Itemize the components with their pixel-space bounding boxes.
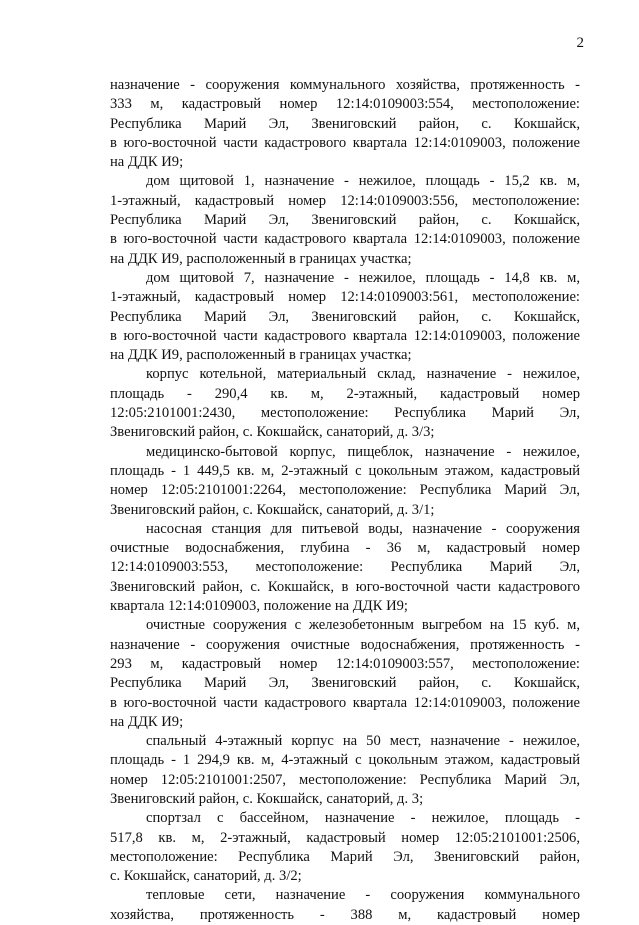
text-line: спальный 4-этажный корпус на 50 мест, назначение - нежилое, xyxy=(146,733,580,750)
text-line: на ДДК И9; xyxy=(110,154,184,171)
text-line: на ДДК И9, расположенный в границах участка; xyxy=(110,250,412,267)
text-line: тепловые сети, назначение - сооружения коммунального xyxy=(146,887,580,904)
text-line: на ДДК И9; xyxy=(110,713,184,730)
text-line: Звениговский район, с. Кокшайск, санаторий, д. 3/1; xyxy=(110,501,435,518)
text-line: спортзал с бассейном, назначение - нежилое, площадь - xyxy=(146,810,580,827)
text-line: назначение - сооружения очистные водоснабжения, протяженность - xyxy=(110,636,580,653)
text-line: в юго-восточной части кадастрового квартала 12:14:0109003, положение xyxy=(110,134,580,151)
page-number: 2 xyxy=(576,35,584,51)
text-line: Звениговский район, с. Кокшайск, санаторий, д. 3/3; xyxy=(110,424,435,441)
text-line: площадь - 1 449,5 кв. м, 2-этажный с цокольным этажом, кадастровый xyxy=(110,462,580,479)
paragraph xyxy=(110,809,580,886)
text-line: местоположение: Республика Марий Эл, Звениговский район, xyxy=(110,848,580,865)
text-line: номер 12:05:2101001:2507, местоположение: Республика Марий Эл, xyxy=(110,771,580,788)
text-line: медицинско-бытовой корпус, пищеблок, назначение - нежилое, xyxy=(146,443,580,460)
paragraph xyxy=(110,732,580,809)
text-line: дом щитовой 1, назначение - нежилое, площадь - 15,2 кв. м, xyxy=(146,173,580,190)
paragraph xyxy=(110,172,580,268)
text-line: хозяйства, протяженность - 388 м, кадастровый номер xyxy=(110,906,580,923)
text-line: 293 м, кадастровый номер 12:14:0109003:557, местоположение: xyxy=(110,655,580,672)
text-line: дом щитовой 7, назначение - нежилое, площадь - 14,8 кв. м, xyxy=(146,269,580,286)
paragraph xyxy=(110,443,580,520)
text-line: 1-этажный, кадастровый номер 12:14:0109003:561, местоположение: xyxy=(110,289,580,306)
text-line: на ДДК И9, расположенный в границах участка; xyxy=(110,347,412,364)
document-body xyxy=(110,76,580,925)
text-line: назначение - сооружения коммунального хозяйства, протяженность - xyxy=(110,77,580,93)
text-line: Республика Марий Эл, Звениговский район, с. Кокшайск, xyxy=(110,212,580,229)
text-line: очистные водоснабжения, глубина - 36 м, кадастровый номер xyxy=(110,540,580,557)
paragraph xyxy=(110,269,580,365)
text-line: 517,8 кв. м, 2-этажный, кадастровый номер 12:05:2101001:2506, xyxy=(110,829,580,846)
paragraph xyxy=(110,520,580,616)
text-line: в юго-восточной части кадастрового квартала 12:14:0109003, положение xyxy=(110,694,580,711)
text-line: 1-этажный, кадастровый номер 12:14:0109003:556, местоположение: xyxy=(110,192,580,209)
text-line: насосная станция для питьевой воды, назначение - сооружения xyxy=(146,520,580,537)
text-line: Звениговский район, с. Кокшайск, в юго-восточной части кадастрового xyxy=(110,578,580,595)
text-line: Республика Марий Эл, Звениговский район, с. Кокшайск, xyxy=(110,308,580,325)
paragraph xyxy=(110,365,580,442)
text-line: 12:05:2101001:2430, местоположение: Республика Марий Эл, xyxy=(110,405,580,422)
text-line: Республика Марий Эл, Звениговский район, с. Кокшайск, xyxy=(110,675,580,692)
text-line: номер 12:05:2101001:2264, местоположение: Республика Марий Эл, xyxy=(110,482,580,499)
text-line: площадь - 1 294,9 кв. м, 4-этажный с цокольным этажом, кадастровый xyxy=(110,752,580,769)
text-line: очистные сооружения с железобетонным выгребом на 15 куб. м, xyxy=(146,617,580,634)
text-line: Звениговский район, с. Кокшайск, санаторий, д. 3; xyxy=(110,790,424,807)
text-line: в юго-восточной части кадастрового квартала 12:14:0109003, положение xyxy=(110,327,580,344)
text-line: Республика Марий Эл, Звениговский район, с. Кокшайск, xyxy=(110,115,580,132)
text-line: в юго-восточной части кадастрового квартала 12:14:0109003, положение xyxy=(110,231,580,248)
text-line: квартала 12:14:0109003, положение на ДДК И9; xyxy=(110,598,408,615)
paragraph xyxy=(110,616,580,732)
text-line: 333 м, кадастровый номер 12:14:0109003:554, местоположение: xyxy=(110,96,580,113)
paragraph xyxy=(110,886,580,925)
text-line: с. Кокшайск, санаторий, д. 3/2; xyxy=(110,868,302,885)
text-line: корпус котельной, материальный склад, назначение - нежилое, xyxy=(146,366,580,383)
text-line: площадь - 290,4 кв. м, 2-этажный, кадастровый номер xyxy=(110,385,580,402)
text-line: 12:14:0109003:553, местоположение: Республика Марий Эл, xyxy=(110,559,580,576)
paragraph xyxy=(110,76,580,172)
